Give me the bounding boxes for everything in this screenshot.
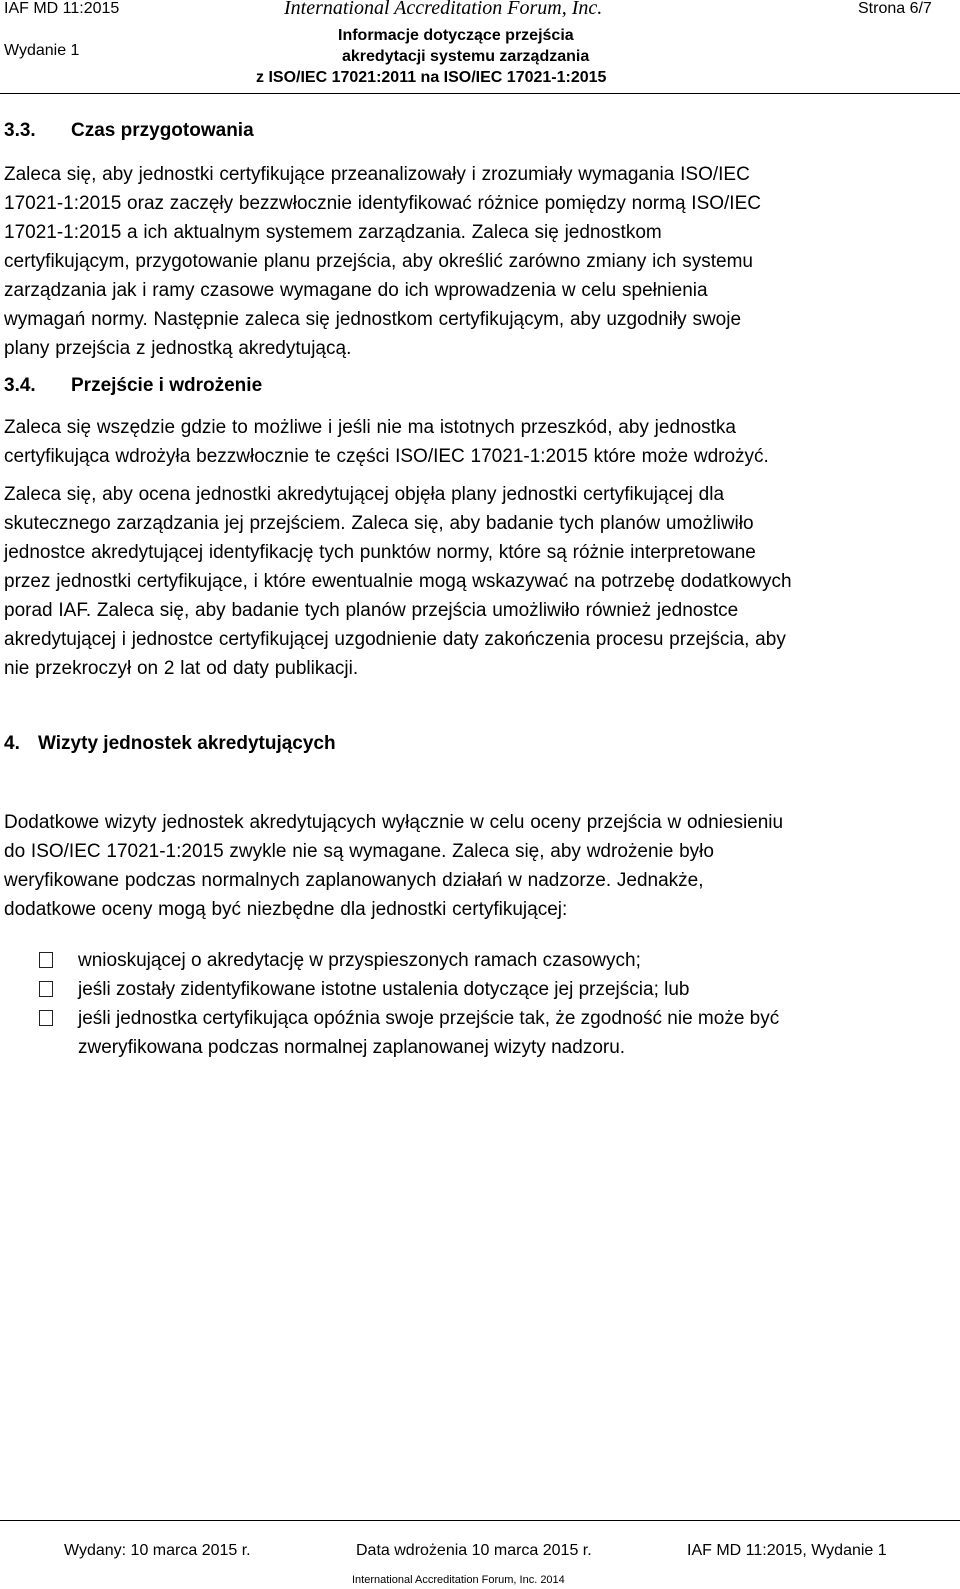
text-line: do ISO/IEC 17021-1:2015 zwykle nie są wymagane. Zaleca się, aby wdrożenie było — [4, 841, 714, 862]
text-line: plany przejścia z jednostką akredytującą. — [4, 338, 352, 359]
header-page-number: Strona 6/7 — [858, 0, 932, 17]
document-body — [4, 116, 954, 1062]
header-title-line-2: akredytacji systemu zarządzania — [342, 48, 590, 65]
section-4-bullet-list — [4, 946, 954, 1062]
text-line: wymagań normy. Następnie zaleca się jednostkom certyfikującym, aby uzgodniły swoje — [4, 309, 742, 330]
text-line: skutecznego zarządzania jej przejściem. Zaleca się, aby badanie tych planów umożliwiło — [4, 513, 754, 534]
footer-doc-reference: IAF MD 11:2015, Wydanie 1 — [687, 1542, 887, 1559]
text-line: przez jednostki certyfikujące, i które ewentualnie mogą wskazywać na potrzebę dodatkowych — [4, 571, 792, 592]
footer-issued-date: Wydany: 10 marca 2015 r. — [64, 1542, 251, 1559]
text-line: wnioskującej o akredytację w przyspieszonych ramach czasowych; — [78, 950, 641, 971]
text-line: porad IAF. Zaleca się, aby badanie tych planów przejścia umożliwiło również jednostce — [4, 600, 739, 621]
text-line: nie przekroczył on 2 lat od daty publikacji. — [4, 658, 359, 679]
section-3-3-heading — [4, 120, 954, 142]
section-3-4-paragraph-1 — [4, 413, 954, 471]
section-4-paragraph — [4, 808, 954, 924]
list-item — [4, 975, 954, 1004]
header-title-line-1: Informacje dotyczące przejścia — [338, 27, 574, 44]
text-line: Zaleca się, aby jednostki certyfikujące przeanalizowały i zrozumiały wymagania ISO/IEC — [4, 164, 750, 185]
bullet-box-icon — [39, 1010, 53, 1026]
text-line: 17021-1:2015 a ich aktualnym systemem zarządzania. Zaleca się jednostkom — [4, 222, 662, 243]
header-doc-id: IAF MD 11:2015 — [4, 0, 120, 17]
text-line: jeśli jednostka certyfikująca opóźnia swoje przejście tak, że zgodność nie może być — [78, 1008, 780, 1029]
text-line: 17021-1:2015 oraz zaczęły bezzwłocznie identyfikować różnice pomiędzy normą ISO/IEC — [4, 193, 761, 214]
section-3-3-paragraph — [4, 160, 954, 363]
section-4-heading — [4, 733, 954, 755]
text-line: certyfikującym, przygotowanie planu przejścia, aby określić zarówno zmiany ich systemu — [4, 251, 753, 272]
section-number: 3.4. — [4, 375, 36, 396]
section-title: Wizyty jednostek akredytujących — [38, 733, 336, 754]
header-divider — [0, 93, 960, 94]
text-line: Zaleca się, aby ocena jednostki akredytującej objęła plany jednostki certyfikującej dla — [4, 484, 725, 505]
section-title: Czas przygotowania — [71, 120, 254, 141]
text-line: zweryfikowana podczas normalnej zaplanowanej wizyty nadzoru. — [78, 1037, 626, 1058]
section-title: Przejście i wdrożenie — [71, 375, 263, 396]
text-line: jeśli zostały zidentyfikowane istotne ustalenia dotyczące jej przejścia; lub — [78, 979, 690, 1000]
footer-copyright: International Accreditation Forum, Inc. 2014 — [352, 1574, 565, 1586]
list-item — [4, 1004, 954, 1062]
section-number: 3.3. — [4, 120, 36, 141]
section-3-4-heading — [4, 375, 954, 397]
bullet-box-icon — [39, 981, 53, 997]
text-line: Zaleca się wszędzie gdzie to możliwe i jeśli nie ma istotnych przeszkód, aby jednostka — [4, 417, 736, 438]
text-line: certyfikująca wdrożyła bezzwłocznie te części ISO/IEC 17021-1:2015 które może wdrożyć. — [4, 446, 769, 467]
text-line: zarządzania jak i ramy czasowe wymagane do ich wprowadzenia w celu spełnienia — [4, 280, 708, 301]
text-line: akredytującej i jednostce certyfikującej uzgodnienie daty zakończenia procesu przejścia, aby — [4, 629, 786, 650]
footer-divider — [0, 1520, 960, 1521]
footer-effective-date: Data wdrożenia 10 marca 2015 r. — [356, 1542, 592, 1559]
text-line: weryfikowane podczas normalnych zaplanowanych działań w nadzorze. Jednakże, — [4, 870, 704, 891]
text-line: dodatkowe oceny mogą być niezbędne dla jednostki certyfikującej: — [4, 899, 568, 920]
bullet-box-icon — [39, 952, 53, 968]
list-item — [4, 946, 954, 975]
text-line: jednostce akredytującej identyfikację tych punktów normy, które są różnie interpretowane — [4, 542, 756, 563]
text-line: Dodatkowe wizyty jednostek akredytujących wyłącznie w celu oceny przejścia w odniesieniu — [4, 812, 784, 833]
header-edition: Wydanie 1 — [4, 42, 80, 59]
header-title-line-3: z ISO/IEC 17021:2011 na ISO/IEC 17021-1:2015 — [256, 69, 607, 86]
section-number: 4. — [4, 733, 20, 754]
header-org-name: International Accreditation Forum, Inc. — [284, 0, 603, 19]
section-3-4-paragraph-2 — [4, 480, 954, 683]
